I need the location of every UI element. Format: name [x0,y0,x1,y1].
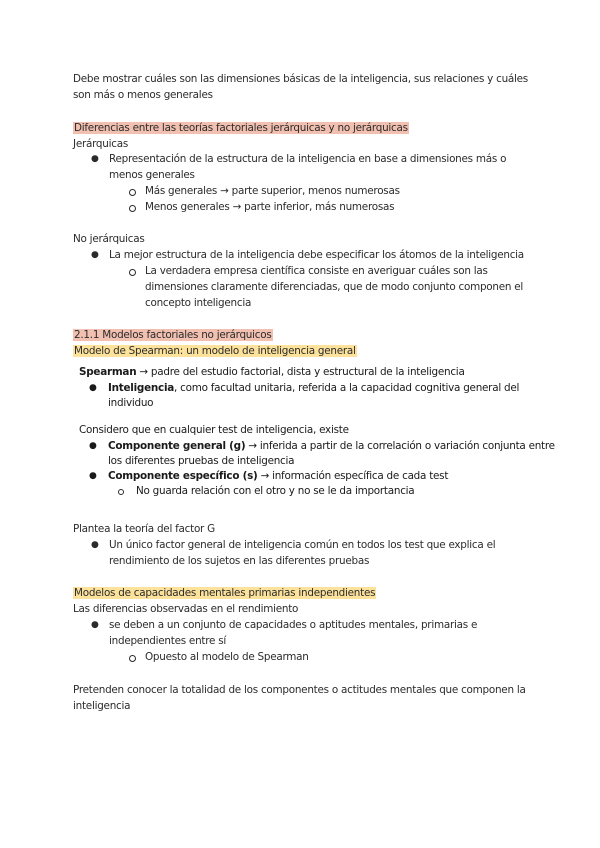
sub-bullet-circle [129,205,136,212]
list-item: Representación de la estructura de la inteligencia en base a dimensiones más o [109,153,507,165]
intro-line-1: Debe mostrar cuáles son las dimensiones básicas de la inteligencia, sus relaciones y cuáles [73,73,528,85]
componente-especifico-term: Componente específico (s) [108,470,258,482]
highlighted-subheading: Modelo de Spearman: un modelo de inteligencia general [74,345,356,357]
bullet-dot: ● [89,471,97,481]
list-item: La mejor estructura de la inteligencia debe especificar los átomos de la inteligencia [109,249,524,261]
bullet-dot: ● [91,540,99,550]
section-heading-capacidades [73,586,376,601]
list-item: Un único factor general de inteligencia común en todos los test que explica el [109,539,496,551]
sub-bullet-circle [118,489,124,495]
bullet-dot: ● [89,441,97,451]
sub-list-item: Más generales → parte superior, menos numerosas [145,185,400,197]
list-item-continuation: individuo [108,397,154,409]
sub-list-item: Opuesto al modelo de Spearman [145,651,309,663]
sub-list-item: La verdadera empresa científica consiste en averiguar cuáles son las [145,265,488,277]
componente-especifico-definition: → información específica de cada test [257,470,449,482]
bullet-dot: ● [89,383,97,393]
sub-bullet-circle [129,655,136,662]
list-item-continuation: rendimiento de los sujetos en las diferentes pruebas [109,555,370,567]
sub-list-item: Menos generales → parte inferior, más numerosas [145,201,395,213]
closing-line-1: Pretenden conocer la totalidad de los componentes o actitudes mentales que componen la [73,684,526,696]
list-item [108,439,555,454]
spearman-definition: → padre del estudio factorial, dista y estructural de la inteligencia [136,366,465,378]
list-item-continuation: los diferentes pruebas de inteligencia [108,455,295,467]
bullet-dot: ● [91,250,99,260]
diferencias-line: Las diferencias observadas en el rendimiento [73,603,299,615]
highlighted-heading: Diferencias entre las teorías factoriales jerárquicas y no jerárquicas [74,122,408,134]
bullet-dot: ● [91,154,99,164]
inteligencia-definition: , como facultad unitaria, referida a la capacidad cognitiva general del [174,382,520,394]
intro-line-2: son más o menos generales [73,89,213,101]
label-jerarquicas: Jerárquicas [73,138,128,150]
highlighted-heading: 2.1.1 Modelos factoriales no jerárquicos [74,329,272,341]
list-item [108,469,448,484]
sub-list-item-continuation: concepto inteligencia [145,297,252,309]
componente-general-term: Componente general (g) [108,440,246,452]
list-item-continuation: menos generales [109,169,195,181]
closing-line-2: inteligencia [73,700,131,712]
spearman-line [79,365,465,380]
list-item [108,381,519,396]
plantea-line: Plantea la teoría del factor G [73,523,215,535]
inteligencia-term: Inteligencia [108,382,175,394]
spearman-term: Spearman [79,366,137,378]
list-item-continuation: independientes entre sí [109,635,227,647]
highlighted-heading: Modelos de capacidades mentales primarias independientes [74,587,376,599]
sub-bullet-circle [129,189,136,196]
sub-list-item: No guarda relación con el otro y no se le da importancia [136,485,415,497]
list-item: se deben a un conjunto de capacidades o aptitudes mentales, primarias e [109,619,478,631]
considero-line: Considero que en cualquier test de inteligencia, existe [79,424,349,436]
section-heading-modelos-no-jerarquicos [73,328,273,343]
label-no-jerarquicas: No jerárquicas [73,233,145,245]
section-heading-diferencias [73,121,409,136]
subsection-heading-spearman [73,344,357,359]
sub-bullet-circle [129,269,136,276]
bullet-dot: ● [91,620,99,630]
sub-list-item-continuation: dimensiones claramente diferenciadas, que de modo conjunto componen el [145,281,524,293]
componente-general-definition: → inferida a partir de la correlación o variación conjunta entre [245,440,555,452]
